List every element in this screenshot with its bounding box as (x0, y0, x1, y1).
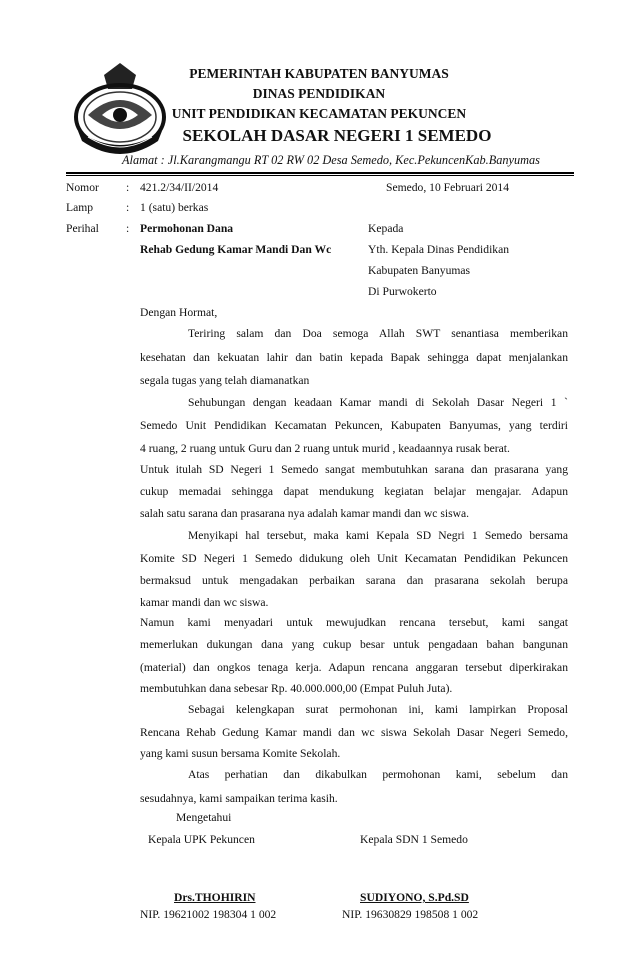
body-line: Sebagai kelengkapan surat permohonan ini, kami lampirkan Proposal (188, 703, 568, 716)
mengetahui-label: Mengetahui (176, 811, 232, 824)
nomor-label: Nomor (66, 181, 99, 194)
recipient-line-4: Di Purwokerto (368, 285, 437, 298)
greeting: Dengan Hormat, (140, 306, 218, 319)
body-line: cukup memadai sehingga dapat mendukung kegiatan belajar mengajar. Adapun (140, 485, 568, 498)
letterhead-rule-thick (66, 172, 574, 174)
body-line: salah satu sarana dan prasarana nya adalah kamar mandi dan wc siswa. (140, 507, 469, 520)
perihal-line-1: Permohonan Dana (140, 222, 234, 235)
signature-left-name: Drs.THOHIRIN (174, 891, 256, 904)
signature-right-name: SUDIYONO, S.Pd.SD (360, 891, 469, 904)
nomor-value: 421.2/34/II/2014 (140, 181, 219, 194)
letterhead-unit: UNIT PENDIDIKAN KECAMATAN PEKUNCEN (171, 106, 467, 121)
lamp-value: 1 (satu) berkas (140, 201, 209, 214)
body-line: sesudahnya, kami sampaikan terima kasih. (140, 792, 338, 805)
body-line: kamar mandi dan wc siswa. (140, 596, 269, 609)
letterhead-government: PEMERINTAH KABUPATEN BANYUMAS (189, 66, 449, 81)
perihal-label: Perihal (66, 222, 99, 235)
perihal-line-2: Rehab Gedung Kamar Mandi Dan Wc (140, 243, 332, 256)
body-line: 4 ruang, 2 ruang untuk Guru dan 2 ruang untuk murid , keadaannya rusak berat. (140, 442, 510, 455)
body-line: (material) dan ongkos tenaga kerja. Adapun rencana anggaran tersebut diperkirakan (140, 661, 568, 674)
body-line: Semedo Unit Pendidikan Kecamatan Pekuncen, Kabupaten Banyumas, yang terdiri (140, 419, 568, 432)
signature-left-nip: NIP. 19621002 198304 1 002 (140, 908, 277, 921)
body-line: Namun kami menyadari untuk mewujudkan rencana tersebut, kami sangat (140, 616, 568, 629)
signature-right-title: Kepala SDN 1 Semedo (360, 833, 468, 846)
nomor-colon: : (126, 181, 130, 194)
letterhead-address: Alamat : Jl.Karangmangu RT 02 RW 02 Desa Semedo, Kec.PekuncenKab.Banyumas (122, 153, 540, 167)
body-line: Komite SD Negeri 1 Semedo didukung oleh Unit Kecamatan Pendidikan Pekuncen (140, 552, 568, 565)
body-line: Rencana Rehab Gedung Kamar mandi dan wc siswa Sekolah Dasar Negeri Semedo, (140, 726, 568, 739)
body-line: Atas perhatian dan dikabulkan permohonan kami, sebelum dan (188, 768, 568, 781)
recipient-line-1: Kepada (368, 222, 404, 235)
letterhead-department: DINAS PENDIDIKAN (252, 86, 386, 101)
body-line: yang kami susun bersama Komite Sekolah. (140, 747, 341, 760)
signature-left-title: Kepala UPK Pekuncen (148, 833, 255, 846)
body-line: membutuhkan dana sebesar Rp. 40.000.000,00 (Empat Puluh Juta). (140, 682, 453, 695)
body-line: memerlukan dukungan dana yang cukup besar untuk pengadaan bahan bangunan (140, 638, 568, 651)
lamp-label: Lamp (66, 201, 94, 214)
letter-date: Semedo, 10 Februari 2014 (386, 181, 510, 194)
body-line: bermaksud untuk mengadakan perbaikan sarana dan prasarana sekolah berupa (140, 574, 568, 587)
signature-right-nip: NIP. 19630829 198508 1 002 (342, 908, 479, 921)
recipient-line-3: Kabupaten Banyumas (368, 264, 471, 277)
body-line: Teriring salam dan Doa semoga Allah SWT senantiasa memberikan (188, 327, 568, 340)
lamp-colon: : (126, 201, 130, 214)
body-line: kesehatan dan kekuatan lahir dan batin kepada Bapak sehingga dapat menjalankan (140, 351, 568, 364)
letterhead-rule-thin (66, 175, 574, 176)
body-line: Sehubungan dengan keadaan Kamar mandi di Sekolah Dasar Negeri 1 ` (188, 396, 568, 409)
body-line: Menyikapi hal tersebut, maka kami Kepala SD Negri 1 Semedo bersama (188, 529, 568, 542)
recipient-line-2: Yth. Kepala Dinas Pendidikan (368, 243, 510, 256)
letterhead-school-name: SEKOLAH DASAR NEGERI 1 SEMEDO (182, 126, 492, 145)
perihal-colon: : (126, 222, 130, 235)
body-line: Untuk itulah SD Negeri 1 Semedo sangat membutuhkan sarana dan prasarana yang (140, 463, 568, 476)
body-line: segala tugas yang telah diamanatkan (140, 374, 310, 387)
